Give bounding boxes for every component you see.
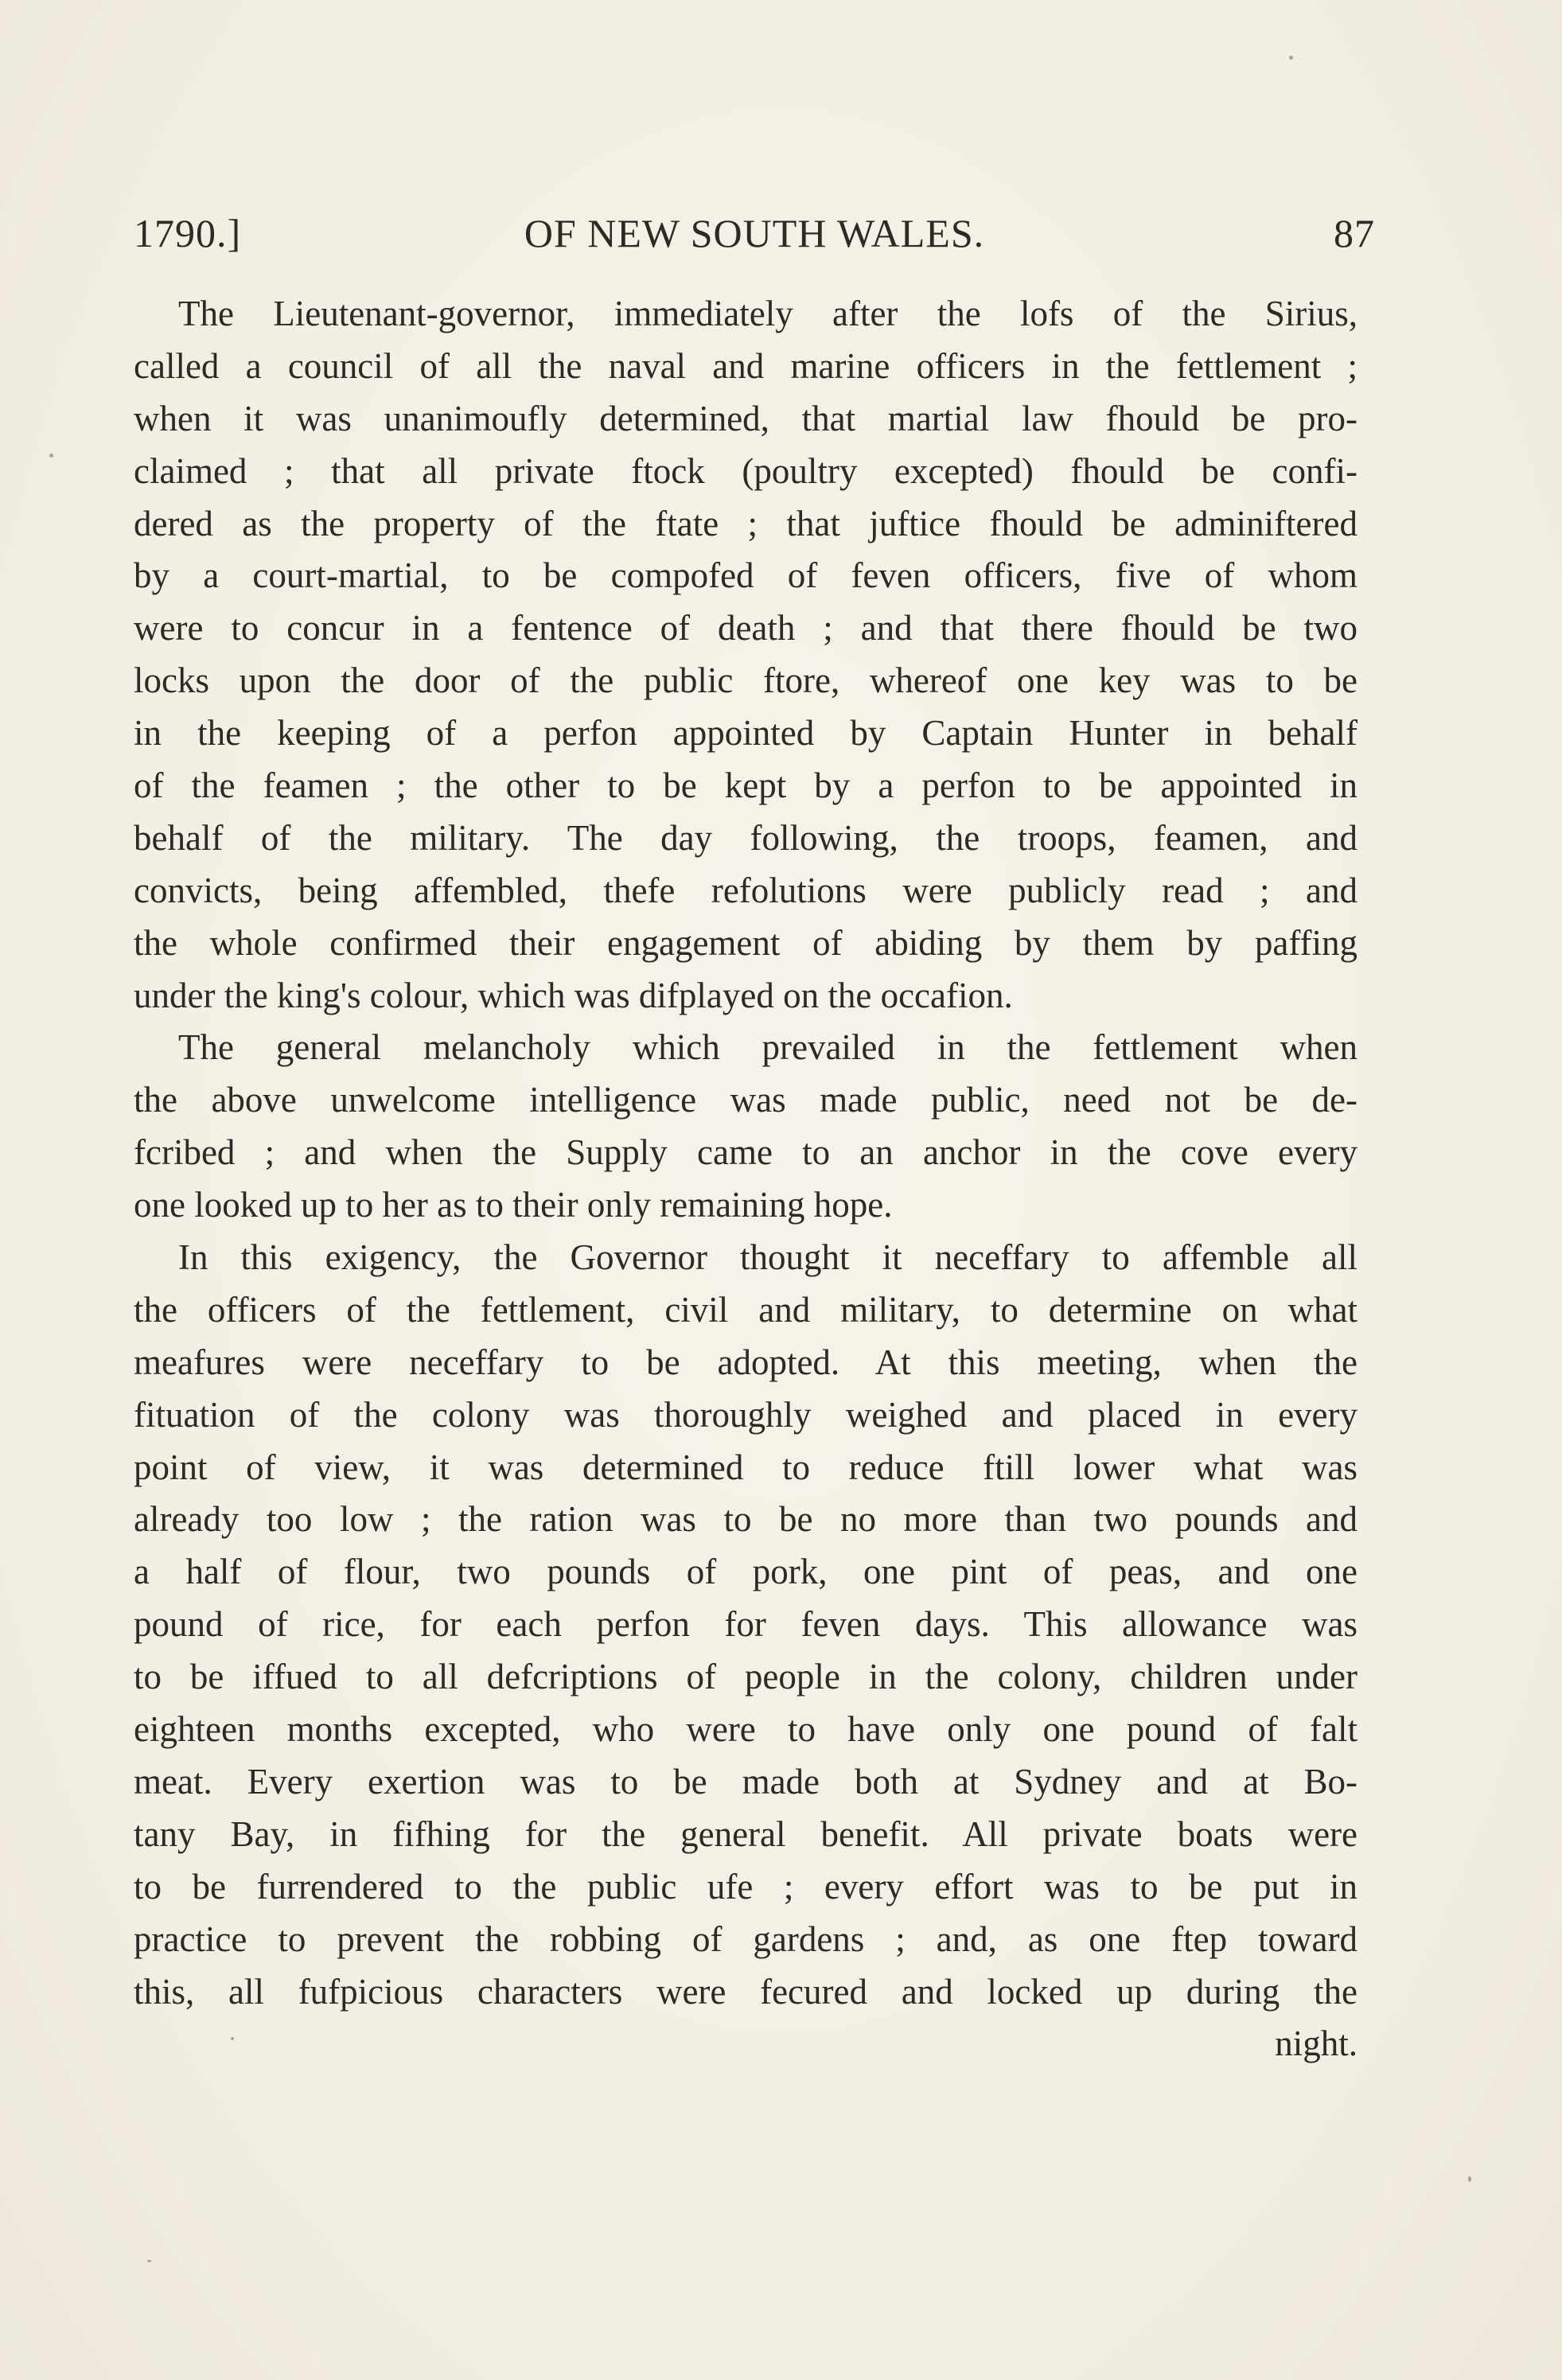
text-line: point of view, it was determined to reduce ftill lower what was: [134, 1447, 1357, 1487]
text-line: The general melancholy which prevailed in the fettlement when: [178, 1027, 1357, 1068]
text-line: convicts, being affembled, thefe refolutions were publicly read ; and: [134, 870, 1357, 910]
text-line: to be iffued to all defcriptions of people in the colony, children under: [134, 1657, 1357, 1697]
text-line: fcribed ; and when the Supply came to an anchor in the cove every: [134, 1132, 1357, 1173]
catchword: night.: [1275, 2024, 1357, 2064]
text-line: pound of rice, for each perfon for feven days. This allowance was: [134, 1604, 1357, 1645]
running-header: [134, 205, 1375, 261]
text-line: claimed ; that all private ftock (poultry excepted) fhould be confi-: [134, 450, 1357, 491]
text-line: In this exigency, the Governor thought it neceffary to affemble all: [178, 1237, 1357, 1278]
header-year: 1790.]: [134, 211, 242, 255]
text-line: dered as the property of the ftate ; that juftice fhould be adminiftered: [134, 503, 1357, 543]
text-line: the officers of the fettlement, civil and military, to determine on what: [134, 1289, 1357, 1330]
text-line: a half of flour, two pounds of pork, one pint of peas, and one: [134, 1552, 1357, 1592]
text-line: fituation of the colony was thoroughly weighed and placed in every: [134, 1394, 1357, 1435]
text-line: locks upon the door of the public ftore, whereof one key was to be: [134, 660, 1357, 701]
text-line: behalf of the military. The day following, the troops, feamen, and: [134, 817, 1357, 858]
text-line: to be furrendered to the public ufe ; every effort was to be put in: [134, 1866, 1357, 1907]
text-line: practice to prevent the robbing of gardens ; and, as one ftep toward: [134, 1918, 1357, 1959]
page-number: 87: [1334, 211, 1375, 255]
text-line: when it was unanimoufly determined, that martial law fhould be pro-: [134, 398, 1357, 438]
text-line: already too low ; the ration was to be no more than two pounds and: [134, 1499, 1357, 1540]
text-line: the whole confirmed their engagement of abiding by them by paffing: [134, 922, 1357, 963]
text-line: The Lieutenant-governor, immediately after the lofs of the Sirius,: [178, 294, 1357, 333]
text-line: were to concur in a fentence of death ; and that there fhould be two: [134, 608, 1357, 649]
text-line: one looked up to her as to their only remaining hope.: [134, 1185, 893, 1225]
text-line: the above unwelcome intelligence was made public, need not be de-: [134, 1080, 1357, 1120]
text-line: called a council of all the naval and marine officers in the fettlement ;: [134, 345, 1357, 386]
text-line: tany Bay, in fifhing for the general benefit. All private boats were: [134, 1813, 1357, 1854]
body-text: [134, 288, 1357, 2070]
text-line: under the king's colour, which was difplayed on the occafion.: [134, 975, 1013, 1015]
text-line: by a court-martial, to be compofed of feven officers, five of whom: [134, 555, 1357, 596]
text-line: of the feamen ; the other to be kept by a perfon to be appointed in: [134, 765, 1357, 806]
text-line: this, all fufpicious characters were fecured and locked up during the: [134, 1971, 1357, 2012]
text-line: meafures were neceffary to be adopted. At this meeting, when the: [134, 1342, 1357, 1382]
text-line: meat. Every exertion was to be made both at Sydney and at Bo-: [134, 1761, 1357, 1802]
text-line: in the keeping of a perfon appointed by Captain Hunter in behalf: [134, 713, 1357, 754]
running-title: OF NEW SOUTH WALES.: [524, 211, 985, 255]
text-line: eighteen months excepted, who were to have only one pound of falt: [134, 1709, 1357, 1750]
